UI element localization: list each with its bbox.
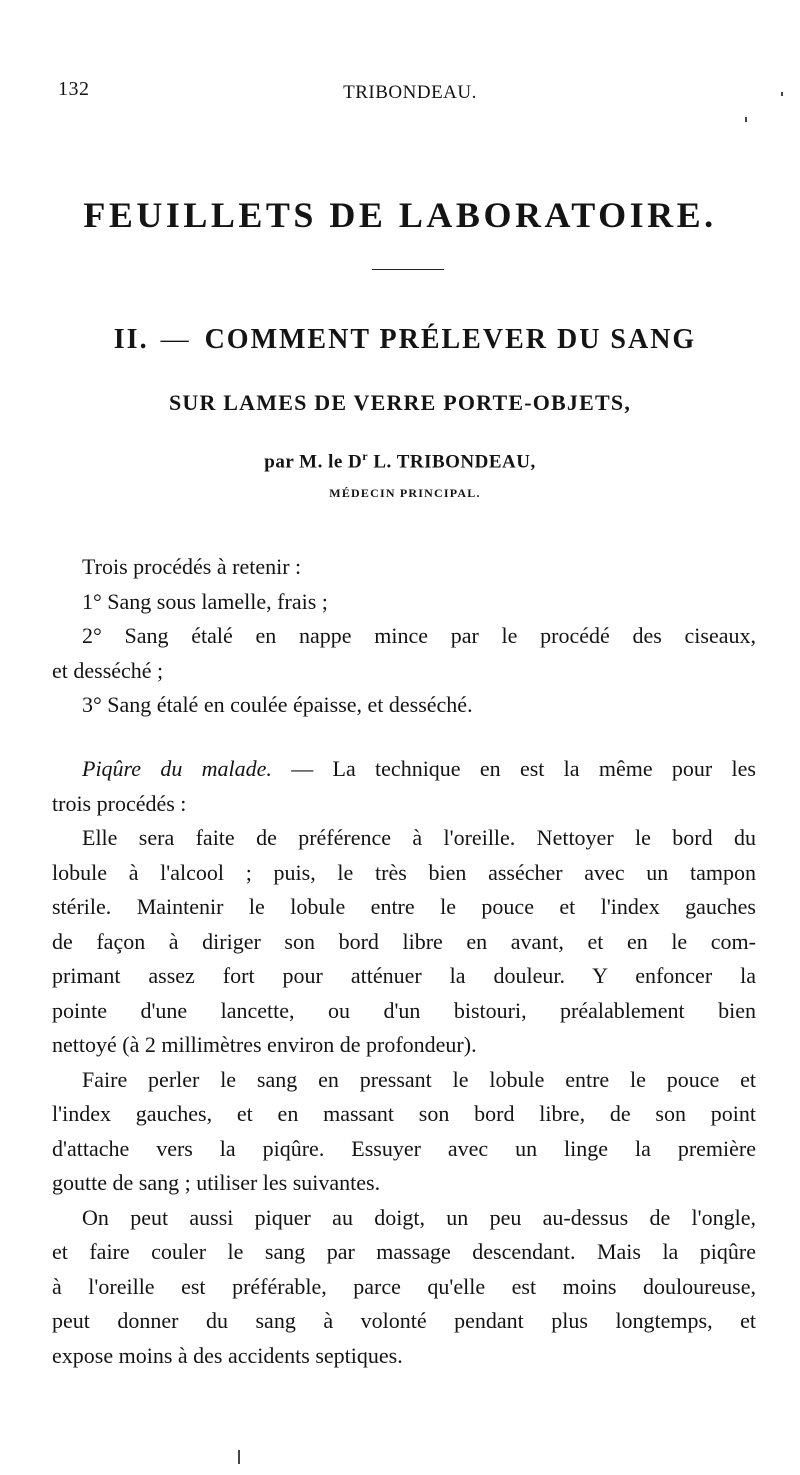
paragraph-1-line: de façon à diriger son bord libre en avant, et en le com- xyxy=(52,928,756,954)
section-piqure xyxy=(52,752,756,1373)
author-name: L. TRIBONDEAU, xyxy=(368,451,536,473)
paragraph-1-line: pointe d'une lancette, ou d'un bistouri, préalablement bien xyxy=(52,997,756,1023)
intro-item-1: 1° Sang sous lamelle, frais ; xyxy=(82,588,328,614)
intro-block xyxy=(52,550,756,723)
page-number: 132 xyxy=(58,78,90,100)
intro-lead: Trois procédés à retenir : xyxy=(82,554,302,579)
intro-item-2-line-1: 2° Sang étalé en nappe mince par le procédé des ciseaux, xyxy=(82,623,756,648)
intro-item-2-line-2: et desséché ; xyxy=(52,657,164,683)
author-title-sup: r xyxy=(362,449,369,463)
article-dash: — xyxy=(160,324,191,355)
paragraph-1-line: Elle sera faite de préférence à l'oreille. Nettoyer le bord du xyxy=(82,825,756,850)
paragraph-3-line: On peut aussi piquer au doigt, un peu au-dessus de l'ongle, xyxy=(82,1204,756,1230)
scan-speck xyxy=(745,117,747,122)
scan-speck xyxy=(238,1450,240,1464)
section-line-2: trois procédés : xyxy=(52,790,187,816)
author-line xyxy=(0,449,800,473)
article-title xyxy=(0,324,800,356)
section-heading-rest: — La technique en est la même pour les xyxy=(271,756,756,781)
section-heading-line xyxy=(52,752,756,787)
paragraph-1-line: lobule à l'alcool ; puis, le très bien assécher avec un tampon xyxy=(52,859,756,885)
journal-section-title: FEUILLETS DE LABORATOIRE. xyxy=(83,195,717,235)
paragraph-3-line: peut donner du sang à volonté pendant plus longtemps, et xyxy=(52,1308,756,1333)
paragraph-2-line: l'index gauches, et en massant son bord libre, de son point xyxy=(52,1101,756,1126)
section-heading: Piqûre du malade. xyxy=(82,756,272,781)
paragraph-2-line: Faire perler le sang en pressant le lobule entre le pouce et xyxy=(82,1066,756,1092)
article-number: II. xyxy=(113,324,149,355)
author-affiliation: MÉDECIN PRINCIPAL. xyxy=(329,486,481,500)
paragraph-3-line: à l'oreille est préférable, parce qu'elle est moins douloureuse, xyxy=(52,1273,756,1299)
author-prefix: par M. le D xyxy=(264,451,363,473)
scan-speck xyxy=(781,92,783,96)
article-title-text: COMMENT PRÉLEVER DU SANG xyxy=(204,324,697,355)
paragraph-3-line: expose moins à des accidents septiques. xyxy=(52,1342,403,1368)
paragraph-2-line: d'attache vers la piqûre. Essuyer avec un linge la première xyxy=(52,1135,756,1161)
paragraph-1-line: nettoyé (à 2 millimètres environ de profondeur). xyxy=(52,1032,477,1057)
paragraph-2-line: goutte de sang ; utiliser les suivantes. xyxy=(52,1170,381,1195)
paragraph-1-line: primant assez fort pour atténuer la douleur. Y enfoncer la xyxy=(52,963,756,988)
running-head: TRIBONDEAU. xyxy=(343,82,477,103)
intro-item-3: 3° Sang étalé en coulée épaisse, et desséché. xyxy=(82,692,473,717)
article-subtitle: SUR LAMES DE VERRE PORTE-OBJETS, xyxy=(168,390,632,415)
paragraph-3-line: et faire couler le sang par massage descendant. Mais la piqûre xyxy=(52,1239,756,1264)
title-rule xyxy=(372,269,444,270)
paragraph-1-line: stérile. Maintenir le lobule entre le pouce et l'index gauches xyxy=(52,894,756,919)
